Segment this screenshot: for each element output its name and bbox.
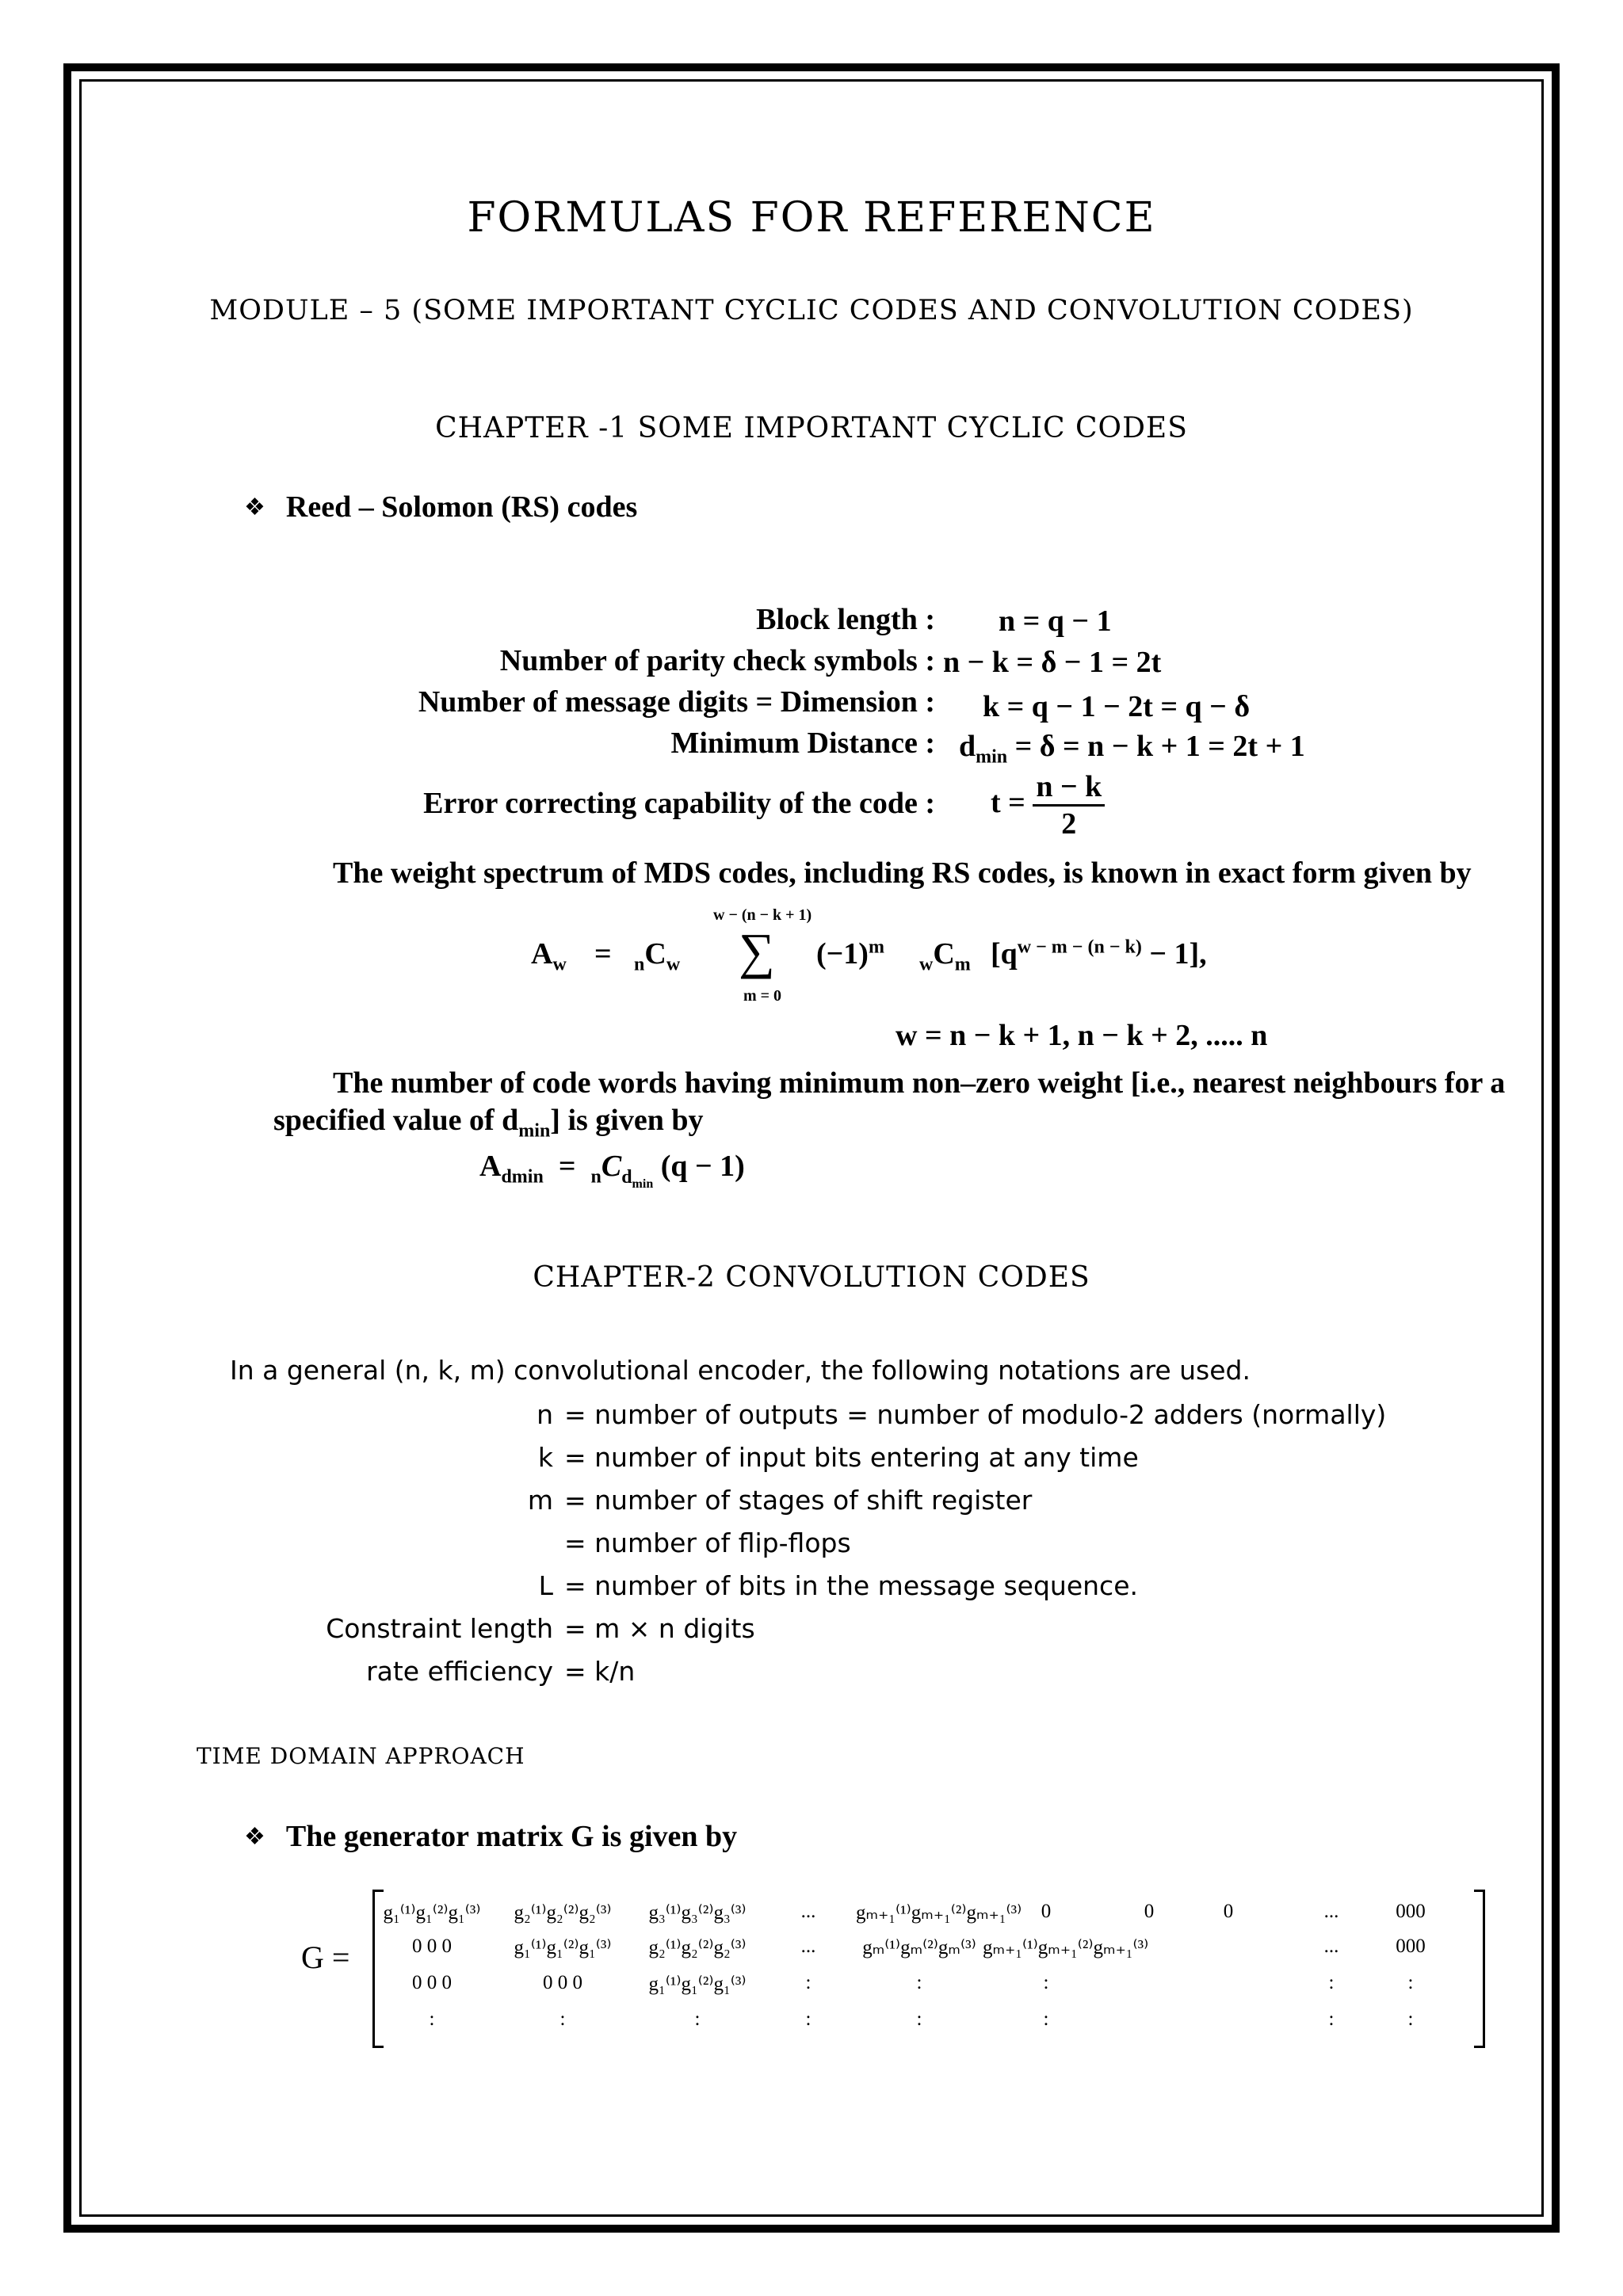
diamond-bullet-icon: ❖ <box>244 494 265 521</box>
def-text-flipflops: = number of flip-flops <box>564 1527 851 1558</box>
min-distance-expr: $d_{min} = \delta = n - k + 1 = 2t + 1$ <box>959 730 1305 768</box>
matrix-cell: : <box>694 2008 701 2030</box>
def-symbol-n: n <box>537 1399 553 1430</box>
matrix-cell: g₂⁽¹⁾g₂⁽²⁾g₂⁽³⁾ <box>514 1902 612 1924</box>
message-digits-expr: k = q − 1 − 2t = q − δ <box>983 690 1251 723</box>
min-distance-label: Minimum Distance : <box>670 727 935 760</box>
bullet-rs-codes <box>244 490 637 524</box>
matrix-cell: ... <box>800 1936 816 1957</box>
def-text-L: = number of bits in the message sequence. <box>564 1570 1138 1601</box>
def-text-k: = number of input bits entering at any time <box>564 1442 1139 1473</box>
rs-formula-block: Block length : n = q − 1 Number of parity check symbols : n − k = δ − 1 = 2t Number of message digits = Dimension : k = q − 1 − 2t = q − δ Minimum Distance : $d_{min} = \delta = n - k + 1 = 2t + 1$ Error correcting capability of the code : t = $\frac{n - k}{2}$ The weight spectrum of MDS codes, including RS codes, is known in exact form given by $A_w$ = $_nC_w$ w − (n − k + 1) ∑ m = 0 $(-1)^m$ $_wC_m$ $[q^{w - m - (n - k)} - 1]$, w = n − k + 1, n − k + 2, ..... n The number of code words having minimum non–zero weight [i.e., nearest neighbours for a specified value of $d_{min}$] is given by $A_{dmin} = _nC_{d_{min}}$ (q − 1) <box>273 603 1506 1191</box>
matrix-label: G = <box>301 1939 350 1975</box>
matrix-cell: : <box>1043 1972 1049 1993</box>
matrix-cell: ... <box>1323 1936 1339 1957</box>
def-text-rate: = k/n <box>564 1656 636 1687</box>
nearest-neighbours-text-1: The number of code words having minimum non–zero weight [i.e., nearest neighbours for a <box>333 1066 1506 1100</box>
error-capability-expr: t = $\frac{n - k}{2}$ <box>991 772 1105 839</box>
matrix-cell: : <box>1407 1972 1414 1993</box>
def-symbol-constraint: Constraint length <box>326 1613 553 1644</box>
parity-symbols-label: Number of parity check symbols : <box>499 644 935 677</box>
matrix-cell: g₁⁽¹⁾g₁⁽²⁾g₁⁽³⁾ <box>648 1974 747 1995</box>
matrix-cell: : <box>1407 2008 1414 2030</box>
matrix-cell: : <box>1328 2008 1335 2030</box>
matrix-cell: g₂⁽¹⁾g₂⁽²⁾g₂⁽³⁾ <box>648 1937 747 1958</box>
def-symbol-L: L <box>538 1570 553 1601</box>
def-symbol-rate: rate efficiency <box>366 1656 553 1687</box>
def-symbol-m: m <box>527 1485 553 1516</box>
matrix-cell: gₘ₊₁⁽¹⁾gₘ₊₁⁽²⁾gₘ₊₁⁽³⁾ <box>856 1902 1022 1924</box>
matrix-cell: g₁⁽¹⁾g₁⁽²⁾g₁⁽³⁾ <box>383 1902 481 1924</box>
admin-formula: $A_{dmin} = _nC_{d_{min}}$ (q − 1) <box>479 1150 745 1191</box>
matrix-right-bracket <box>1474 1890 1485 2048</box>
def-symbol-k: k <box>537 1442 553 1473</box>
generator-matrix <box>301 1890 1490 2048</box>
matrix-cell: 0 0 0 <box>412 1936 452 1957</box>
block-length-expr: n = q − 1 <box>999 605 1112 638</box>
matrix-cell: : <box>1043 2008 1049 2030</box>
matrix-cell: : <box>805 2008 812 2030</box>
matrix-cell: 0 0 0 <box>412 1972 452 1993</box>
matrix-cell: ... <box>1323 1901 1339 1922</box>
matrix-cell: 0 <box>1041 1901 1052 1922</box>
bullet-generator-matrix <box>244 1819 737 1854</box>
nearest-neighbours-text-2: specified value of $d_{min}$] is given by <box>273 1104 704 1142</box>
matrix-cell: : <box>1328 1972 1335 1993</box>
matrix-cell: g₁⁽¹⁾g₁⁽²⁾g₁⁽³⁾ <box>514 1937 612 1958</box>
diamond-bullet-icon: ❖ <box>244 1823 265 1850</box>
matrix-cell: 000 <box>1396 1936 1426 1957</box>
matrix-cell: : <box>559 2008 566 2030</box>
matrix-cell: g₃⁽¹⁾g₃⁽²⁾g₃⁽³⁾ <box>648 1902 747 1924</box>
error-capability-label: Error correcting capability of the code : <box>423 787 935 820</box>
page-title: FORMULAS FOR REFERENCE <box>467 194 1156 242</box>
message-digits-label: Number of message digits = Dimension : <box>418 685 935 719</box>
def-text-m: = number of stages of shift register <box>564 1485 1033 1516</box>
chapter1-title: CHAPTER -1 SOME IMPORTANT CYCLIC CODES <box>435 412 1188 444</box>
block-length-label: Block length : <box>756 603 935 636</box>
weight-range: w = n − k + 1, n − k + 2, ..... n <box>896 1019 1268 1052</box>
matrix-cell: : <box>916 1972 922 1993</box>
matrix-cell: 0 <box>1144 1901 1155 1922</box>
convolution-intro: In a general (n, k, m) convolutional encoder, the following notations are used. <box>230 1355 1251 1386</box>
bullet-rs-text: Reed – Solomon (RS) codes <box>285 490 638 524</box>
matrix-cell: 0 0 0 <box>543 1972 582 1993</box>
matrix-cell: : <box>429 2008 435 2030</box>
matrix-cell: 000 <box>1396 1901 1426 1922</box>
parity-symbols-expr: n − k = δ − 1 = 2t <box>943 646 1162 679</box>
module-title: MODULE – 5 (SOME IMPORTANT CYCLIC CODES AND CONVOLUTION CODES) <box>209 295 1414 326</box>
weight-spectrum-text: The weight spectrum of MDS codes, including RS codes, is known in exact form given by <box>333 856 1472 890</box>
bullet-generator-text: The generator matrix G is given by <box>285 1820 738 1853</box>
def-text-constraint: = m × n digits <box>564 1613 755 1644</box>
matrix-cell: gₘ⁽¹⁾gₘ⁽²⁾gₘ⁽³⁾ <box>862 1937 976 1958</box>
matrix-cell: gₘ₊₁⁽¹⁾gₘ₊₁⁽²⁾gₘ₊₁⁽³⁾ <box>983 1937 1149 1958</box>
time-domain-title: TIME DOMAIN APPROACH <box>197 1743 525 1769</box>
chapter2-title: CHAPTER-2 CONVOLUTION CODES <box>533 1261 1090 1294</box>
matrix-cell: : <box>916 2008 922 2030</box>
matrix-cell: : <box>805 1972 812 1993</box>
def-text-n: = number of outputs = number of modulo-2 adders (normally) <box>564 1399 1387 1430</box>
matrix-cell: 0 <box>1223 1901 1234 1922</box>
matrix-cell: ... <box>800 1901 816 1922</box>
